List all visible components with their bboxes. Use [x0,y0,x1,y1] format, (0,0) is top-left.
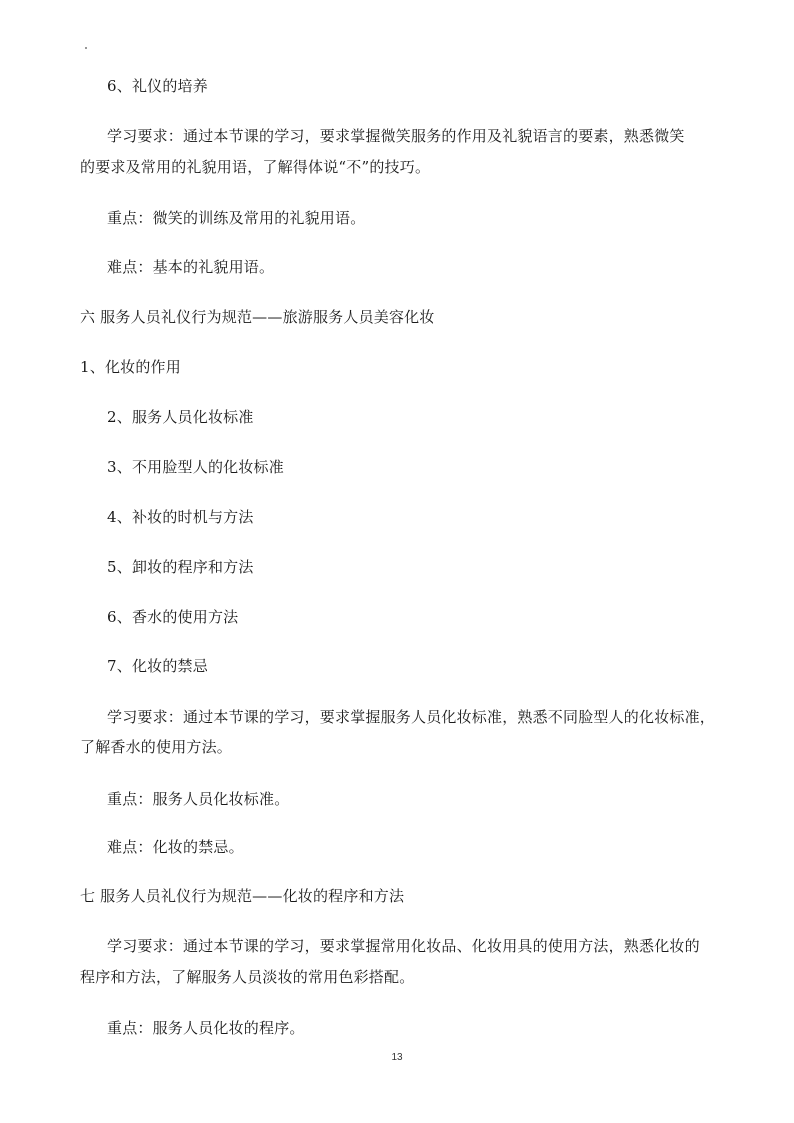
page-number: 13 [391,1052,403,1063]
list-item-face-shape-standard: 3、不用脸型人的化妆标准 [107,458,284,476]
difficulty-point: 难点：化妆的禁忌。 [107,838,244,856]
list-item-makeup-function: 1、化妆的作用 [80,358,181,376]
learning-requirement-line-1: 学习要求：通过本节课的学习，要求掌握服务人员化妆标准，熟悉不同脸型人的化妆标准， [107,708,716,726]
list-item-touch-up: 4、补妆的时机与方法 [107,508,254,526]
learning-requirement-line-1: 学习要求：通过本节课的学习，要求掌握微笑服务的作用及礼貌语言的要素，熟悉微笑 [107,127,685,145]
section-heading-six: 六 服务人员礼仪行为规范——旅游服务人员美容化妆 [80,308,435,326]
list-item-makeup-standard: 2、服务人员化妆标准 [107,408,254,426]
list-item-makeup-removal: 5、卸妆的程序和方法 [107,558,254,576]
scan-speck [85,47,87,49]
key-point: 重点：服务人员化妆的程序。 [107,1019,305,1037]
section-heading-seven: 七 服务人员礼仪行为规范——化妆的程序和方法 [80,887,405,905]
learning-requirement-line-2: 程序和方法，了解服务人员淡妆的常用色彩搭配。 [80,968,415,986]
learning-requirement-line-2: 的要求及常用的礼貌用语，了解得体说“不”的技巧。 [80,158,431,176]
list-item-perfume-usage: 6、香水的使用方法 [107,608,239,626]
list-item-makeup-taboos: 7、化妆的禁忌 [107,657,208,675]
key-point: 重点：服务人员化妆标准。 [107,790,290,808]
learning-requirement-line-2: 了解香水的使用方法。 [80,738,233,756]
difficulty-point: 难点：基本的礼貌用语。 [107,258,275,276]
learning-requirement-line-1: 学习要求：通过本节课的学习，要求掌握常用化妆品、化妆用具的使用方法，熟悉化妆的 [107,937,700,955]
list-item-etiquette-cultivation: 6、礼仪的培养 [107,77,208,95]
key-point: 重点：微笑的训练及常用的礼貌用语。 [107,209,366,227]
